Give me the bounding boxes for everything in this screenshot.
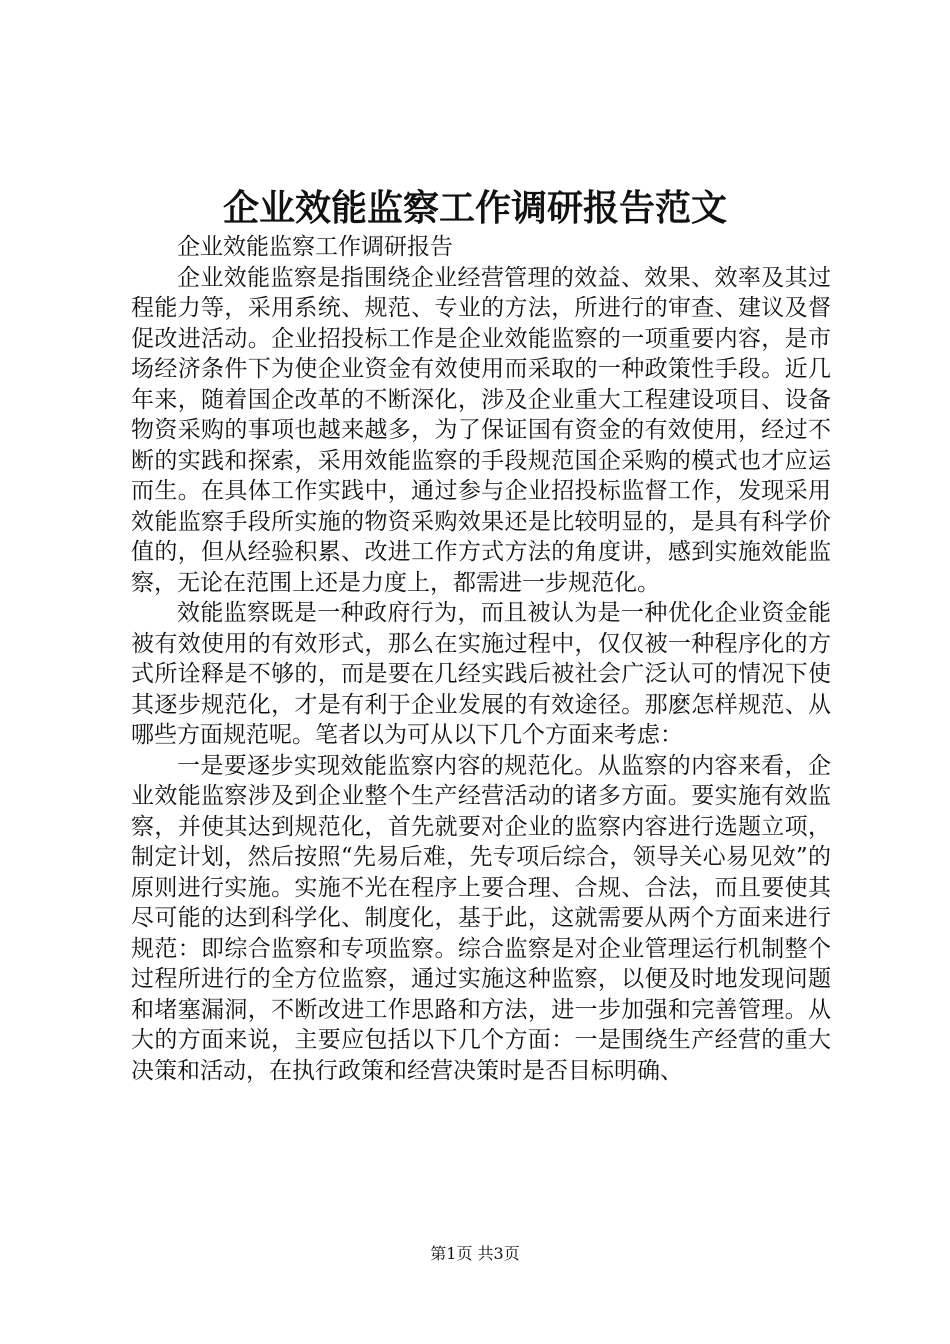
paragraph: 一是要逐步实现效能监察内容的规范化。从监察的内容来看，企业效能监察涉及到企业整个生产经营活动的诸多方面。要实施有效监察，并使其达到规范化，首先就要对企业的监察内容进行选题立项，制定计划，然后按照“先易后难，先专项后综合，领导关心易见效”的原则进行实施。实施不光在程序上要合理、合规、合法，而且要使其尽可能的达到科学化、制度化，基于此，这就需要从两个方面来进行规范：即综合监察和专项监察。综合监察是对企业管理运行机制整个过程所进行的全方位监察，通过实施这种监察，以便及时地发现问题和堵塞漏洞，不断改进工作思路和方法，进一步加强和完善管理。从大的方面来说，主要应包括以下几个方面：一是围绕生产经营的重大决策和活动，在执行政策和经营决策时是否目标明确、 <box>131 752 831 1084</box>
paragraph: 企业效能监察是指围绕企业经营管理的效益、效果、效率及其过程能力等，采用系统、规范、专业的方法，所进行的审查、建议及督促改进活动。企业招投标工作是企业效能监察的一项重要内容，是市场经济条件下为使企业资金有效使用而采取的一种政策性手段。近几年来，随着国企改革的不断深化，涉及企业重大工程建设项目、设备物资采购的事项也越来越多，为了保证国有资金的有效使用，经过不断的实践和探索，采用效能监察的手段规范国企采购的模式也才应运而生。在具体工作实践中，通过参与企业招投标监督工作，发现采用效能监察手段所实施的物资采购效果还是比较明显的，是具有科学价值的，但从经验积累、改进工作方式方法的角度讲，感到实施效能监察，无论在范围上还是力度上，都需进一步规范化。 <box>131 264 831 596</box>
page-indicator: 第1页 共3页 <box>430 1244 520 1263</box>
paragraph: 效能监察既是一种政府行为，而且被认为是一种优化企业资金能被有效使用的有效形式，那么在实施过程中，仅仅被一种程序化的方式所诠释是不够的，而是要在几经实践后被社会广泛认可的情况下使其逐步规范化，才是有利于企业发展的有效途径。那麽怎样规范、从哪些方面规范呢。笔者以为可从以下几个方面来考虑： <box>131 600 831 748</box>
page-footer <box>0 1243 950 1265</box>
document-body <box>131 232 831 1086</box>
document-title: 企业效能监察工作调研报告范文 <box>222 187 727 229</box>
paragraph-subtitle: 企业效能监察工作调研报告 <box>177 234 453 260</box>
